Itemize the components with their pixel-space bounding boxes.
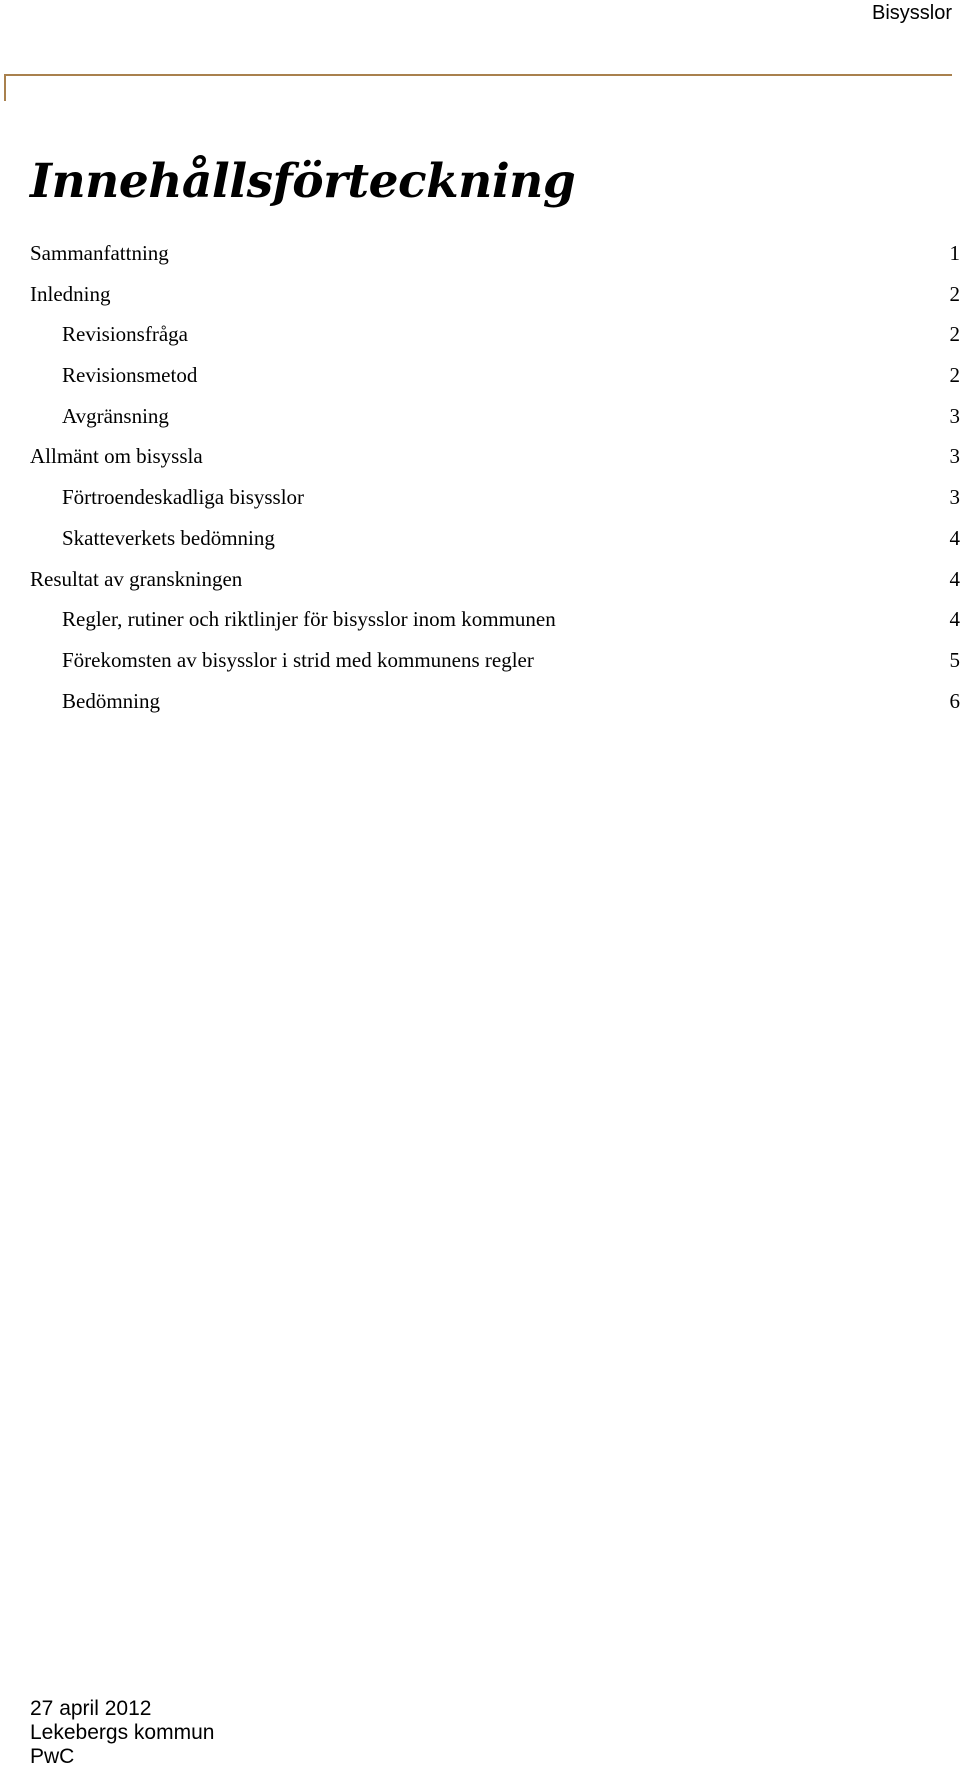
toc-entry[interactable] xyxy=(30,314,960,355)
toc-entry[interactable] xyxy=(30,640,960,681)
toc-entry-label: Revisionsmetod xyxy=(62,363,198,388)
toc-entry[interactable] xyxy=(30,233,960,274)
toc-entry-page: 3 xyxy=(949,403,960,428)
table-of-contents xyxy=(30,233,960,721)
toc-entry-page: 4 xyxy=(949,525,960,550)
toc-entry-page: 4 xyxy=(949,607,960,632)
page-footer xyxy=(30,1697,214,1769)
toc-entry-page: 4 xyxy=(949,566,960,591)
toc-entry[interactable] xyxy=(30,559,960,600)
toc-entry[interactable] xyxy=(30,436,960,477)
toc-entry-label: Skatteverkets bedömning xyxy=(62,525,275,550)
toc-entry-page: 6 xyxy=(949,688,960,713)
toc-entry-label: Resultat av granskningen xyxy=(30,566,243,591)
toc-entry-page: 2 xyxy=(949,322,960,347)
toc-entry-page: 2 xyxy=(949,363,960,388)
toc-entry[interactable] xyxy=(30,599,960,640)
footer-date: 27 april 2012 xyxy=(30,1697,152,1720)
toc-entry-label: Regler, rutiner och riktlinjer för bisysslor inom kommunen xyxy=(62,607,556,632)
toc-entry[interactable] xyxy=(30,681,960,722)
toc-entry-label: Förekomsten av bisysslor i strid med kommunens regler xyxy=(62,647,534,672)
header-rule-tick xyxy=(4,74,6,101)
header-rule xyxy=(4,74,952,76)
toc-entry-label: Sammanfattning xyxy=(30,241,169,265)
toc-entry[interactable] xyxy=(30,274,960,315)
toc-entry[interactable] xyxy=(30,355,960,396)
toc-entry-page: 3 xyxy=(949,444,960,469)
toc-entry-label: Förtroendeskadliga bisysslor xyxy=(62,485,305,510)
toc-heading: Innehållsförteckning xyxy=(30,154,576,209)
toc-entry-page: 1 xyxy=(949,241,960,265)
footer-author: PwC xyxy=(30,1745,75,1768)
toc-entry-label: Bedömning xyxy=(62,688,160,713)
toc-entry-label: Revisionsfråga xyxy=(62,322,188,347)
toc-entry-page: 3 xyxy=(949,485,960,510)
toc-entry[interactable] xyxy=(30,518,960,559)
toc-entry-page: 5 xyxy=(949,647,960,672)
toc-entry-label: Inledning xyxy=(30,281,111,306)
toc-entry[interactable] xyxy=(30,477,960,518)
toc-entry[interactable] xyxy=(30,396,960,437)
toc-entry-label: Allmänt om bisyssla xyxy=(30,444,203,469)
toc-entry-label: Avgränsning xyxy=(62,403,169,428)
footer-organization: Lekebergs kommun xyxy=(30,1721,215,1744)
toc-entry-page: 2 xyxy=(949,281,960,306)
running-header-title: Bisysslor xyxy=(871,2,952,24)
